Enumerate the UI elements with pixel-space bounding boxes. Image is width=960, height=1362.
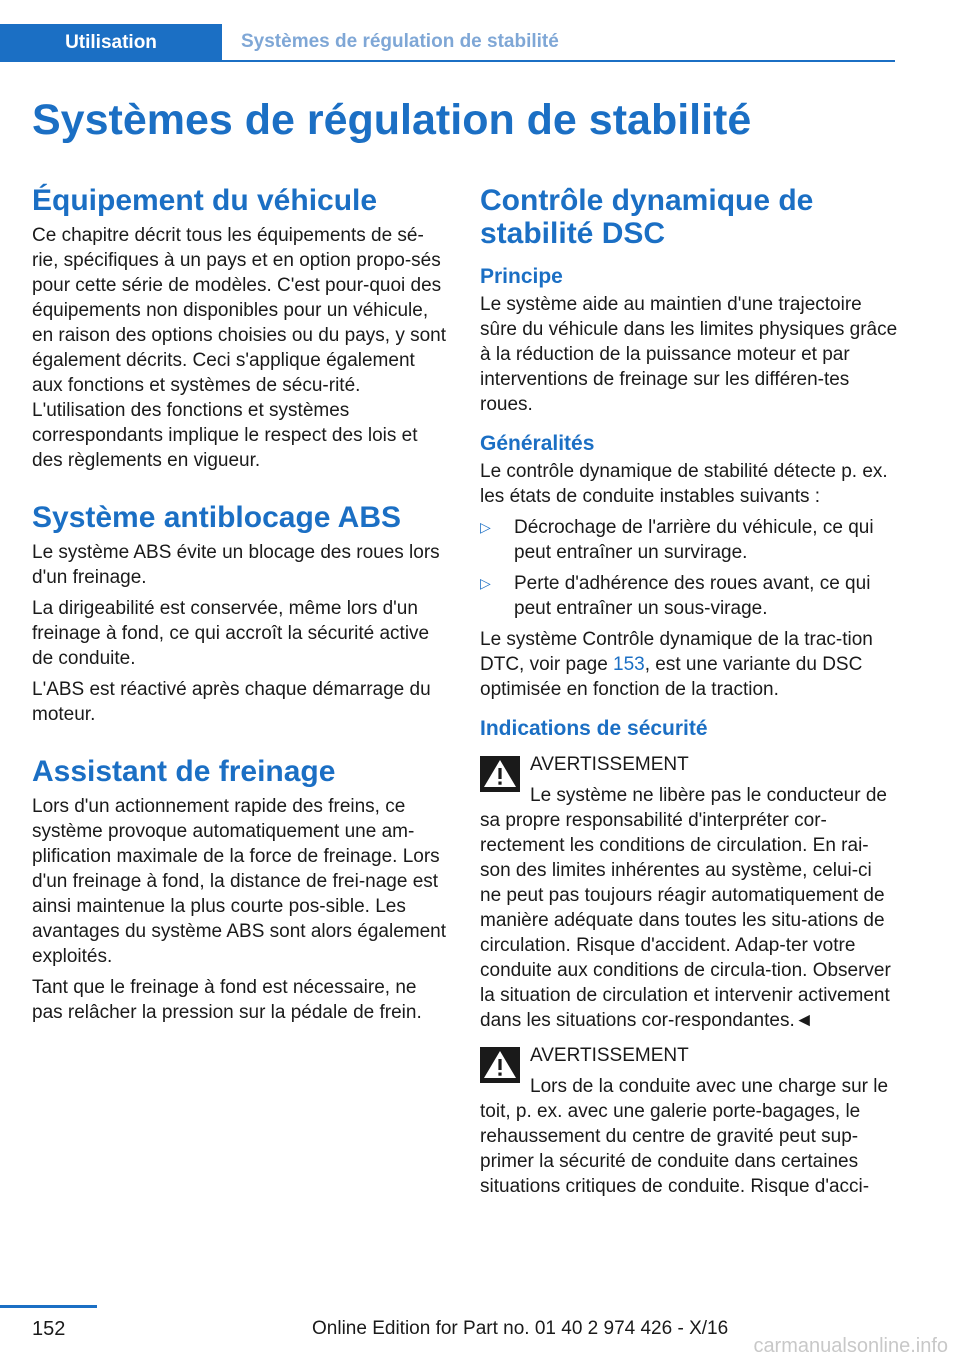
brake-assist-paragraph-1: Lors d'un actionnement rapide des freins, ce système provoque automatiquement une am‐plification maximale de la force de freinage. Lors d'un freinage à fond, la distance de frei‐nage est ainsi maintenue la plus courte pos‐sible. Les avantages du système ABS sont alors également exploités.	[32, 796, 447, 967]
list-item-text: Perte d'adhérence des roues avant, ce qui peut entraîner un sous-virage.	[514, 573, 871, 619]
page-title: Systèmes de régulation de stabilité	[32, 96, 752, 144]
footer-edition: Online Edition for Part no. 01 40 2 974 426 - X/16	[312, 1318, 729, 1339]
warning-text: Le système ne libère pas le conducteur de sa propre responsabilité d'interpréter cor‐rectement les conditions de circulation. En rai‐son des limites inhérentes au système, celui-ci ne peut pas toujours réagir automatiquement de manière adéquate dans toutes les situ‐ations de circulation. Risque d'accident. Adap‐ter votre conduite aux conditions de circula‐tion. Observer la situation de circulation et intervenir activement dans les situations cor‐respondantes.◄	[480, 785, 891, 1031]
chapter-title: Systèmes de régulation de stabilité	[241, 31, 559, 52]
right-column	[480, 184, 898, 1205]
abs-paragraph-1: Le système ABS évite un blocage des roues lors d'un freinage.	[32, 542, 440, 588]
triangle-right-icon: ▷	[480, 519, 491, 535]
brake-assist-heading: Assistant de freinage	[32, 755, 336, 788]
warning-text: Lors de la conduite avec une charge sur le toit, p. ex. avec une galerie porte-bagages, le rehaussement du centre de gravité peut sup‐primer la sécurité de conduite dans certaines situations critiques de conduite. Risque d'acci‐	[480, 1076, 889, 1197]
header-rule	[222, 60, 895, 62]
equipment-text: Ce chapitre décrit tous les équipements de sé‐rie, spécifiques à un pays et en option propo‐sés pour cette série de modèles. C'est pour‐quoi des équipements non disponibles pour un véhicule, en raison des options choisies ou du pays, y sont également décrits. Ceci s'applique également aux fonctions et systèmes de sécu‐rité. L'utilisation des fonctions et systèmes correspondants implique le respect des lois et des règlements en vigueur.	[32, 225, 447, 471]
warning-triangle-icon	[480, 756, 520, 792]
safety-heading: Indications de sécurité	[480, 717, 708, 740]
abs-paragraph-2: La dirigeabilité est conservée, même lors d'un freinage à fond, ce qui accroît la sécurité active de conduite.	[32, 598, 430, 669]
dtc-paragraph	[480, 627, 898, 702]
equipment-heading: Équipement du véhicule	[32, 184, 378, 217]
warning-label: AVERTISSEMENT	[530, 754, 689, 775]
abs-heading: Système antiblocage ABS	[32, 501, 402, 534]
warning-triangle-icon	[480, 1047, 520, 1083]
watermark: carmanualsonline.info	[753, 1335, 948, 1357]
list-item	[480, 571, 898, 621]
warning-label: AVERTISSEMENT	[530, 1045, 689, 1066]
brake-assist-paragraph-2: Tant que le freinage à fond est nécessaire, ne pas relâcher la pression sur la pédale de frein.	[32, 977, 422, 1023]
footer-rule	[0, 1305, 97, 1308]
page-link-153[interactable]: 153	[613, 654, 645, 675]
principle-text: Le système aide au maintien d'une trajectoire sûre du véhicule dans les limites physiques grâce à la réduction de la puissance moteur et par interventions de freinage sur les différen‐tes roues.	[480, 294, 898, 415]
unstable-states-list	[480, 515, 898, 621]
general-text: Le contrôle dynamique de stabilité détecte p. ex. les états de conduite instables suivants :	[480, 461, 888, 507]
dtc-text-after: , est une variante du DSC optimisée en fonction de la traction.	[480, 654, 863, 700]
page-number: 152	[32, 1318, 66, 1340]
left-column	[32, 184, 450, 1031]
warning-block-2	[480, 1043, 898, 1199]
section-tab[interactable]: Utilisation	[0, 24, 222, 62]
warning-block-1	[480, 752, 898, 1033]
dsc-heading: Contrôle dynamique de stabilité DSC	[480, 184, 814, 250]
list-item-text: Décrochage de l'arrière du véhicule, ce qui peut entraîner un survirage.	[514, 517, 874, 563]
abs-paragraph-3: L'ABS est réactivé après chaque démarrage du moteur.	[32, 679, 431, 725]
dtc-text-before: Le système Contrôle dynamique de la trac‐tion DTC, voir page	[480, 629, 873, 675]
triangle-right-icon: ▷	[480, 575, 491, 591]
list-item	[480, 515, 898, 565]
principle-heading: Principe	[480, 265, 563, 288]
general-heading: Généralités	[480, 432, 595, 455]
